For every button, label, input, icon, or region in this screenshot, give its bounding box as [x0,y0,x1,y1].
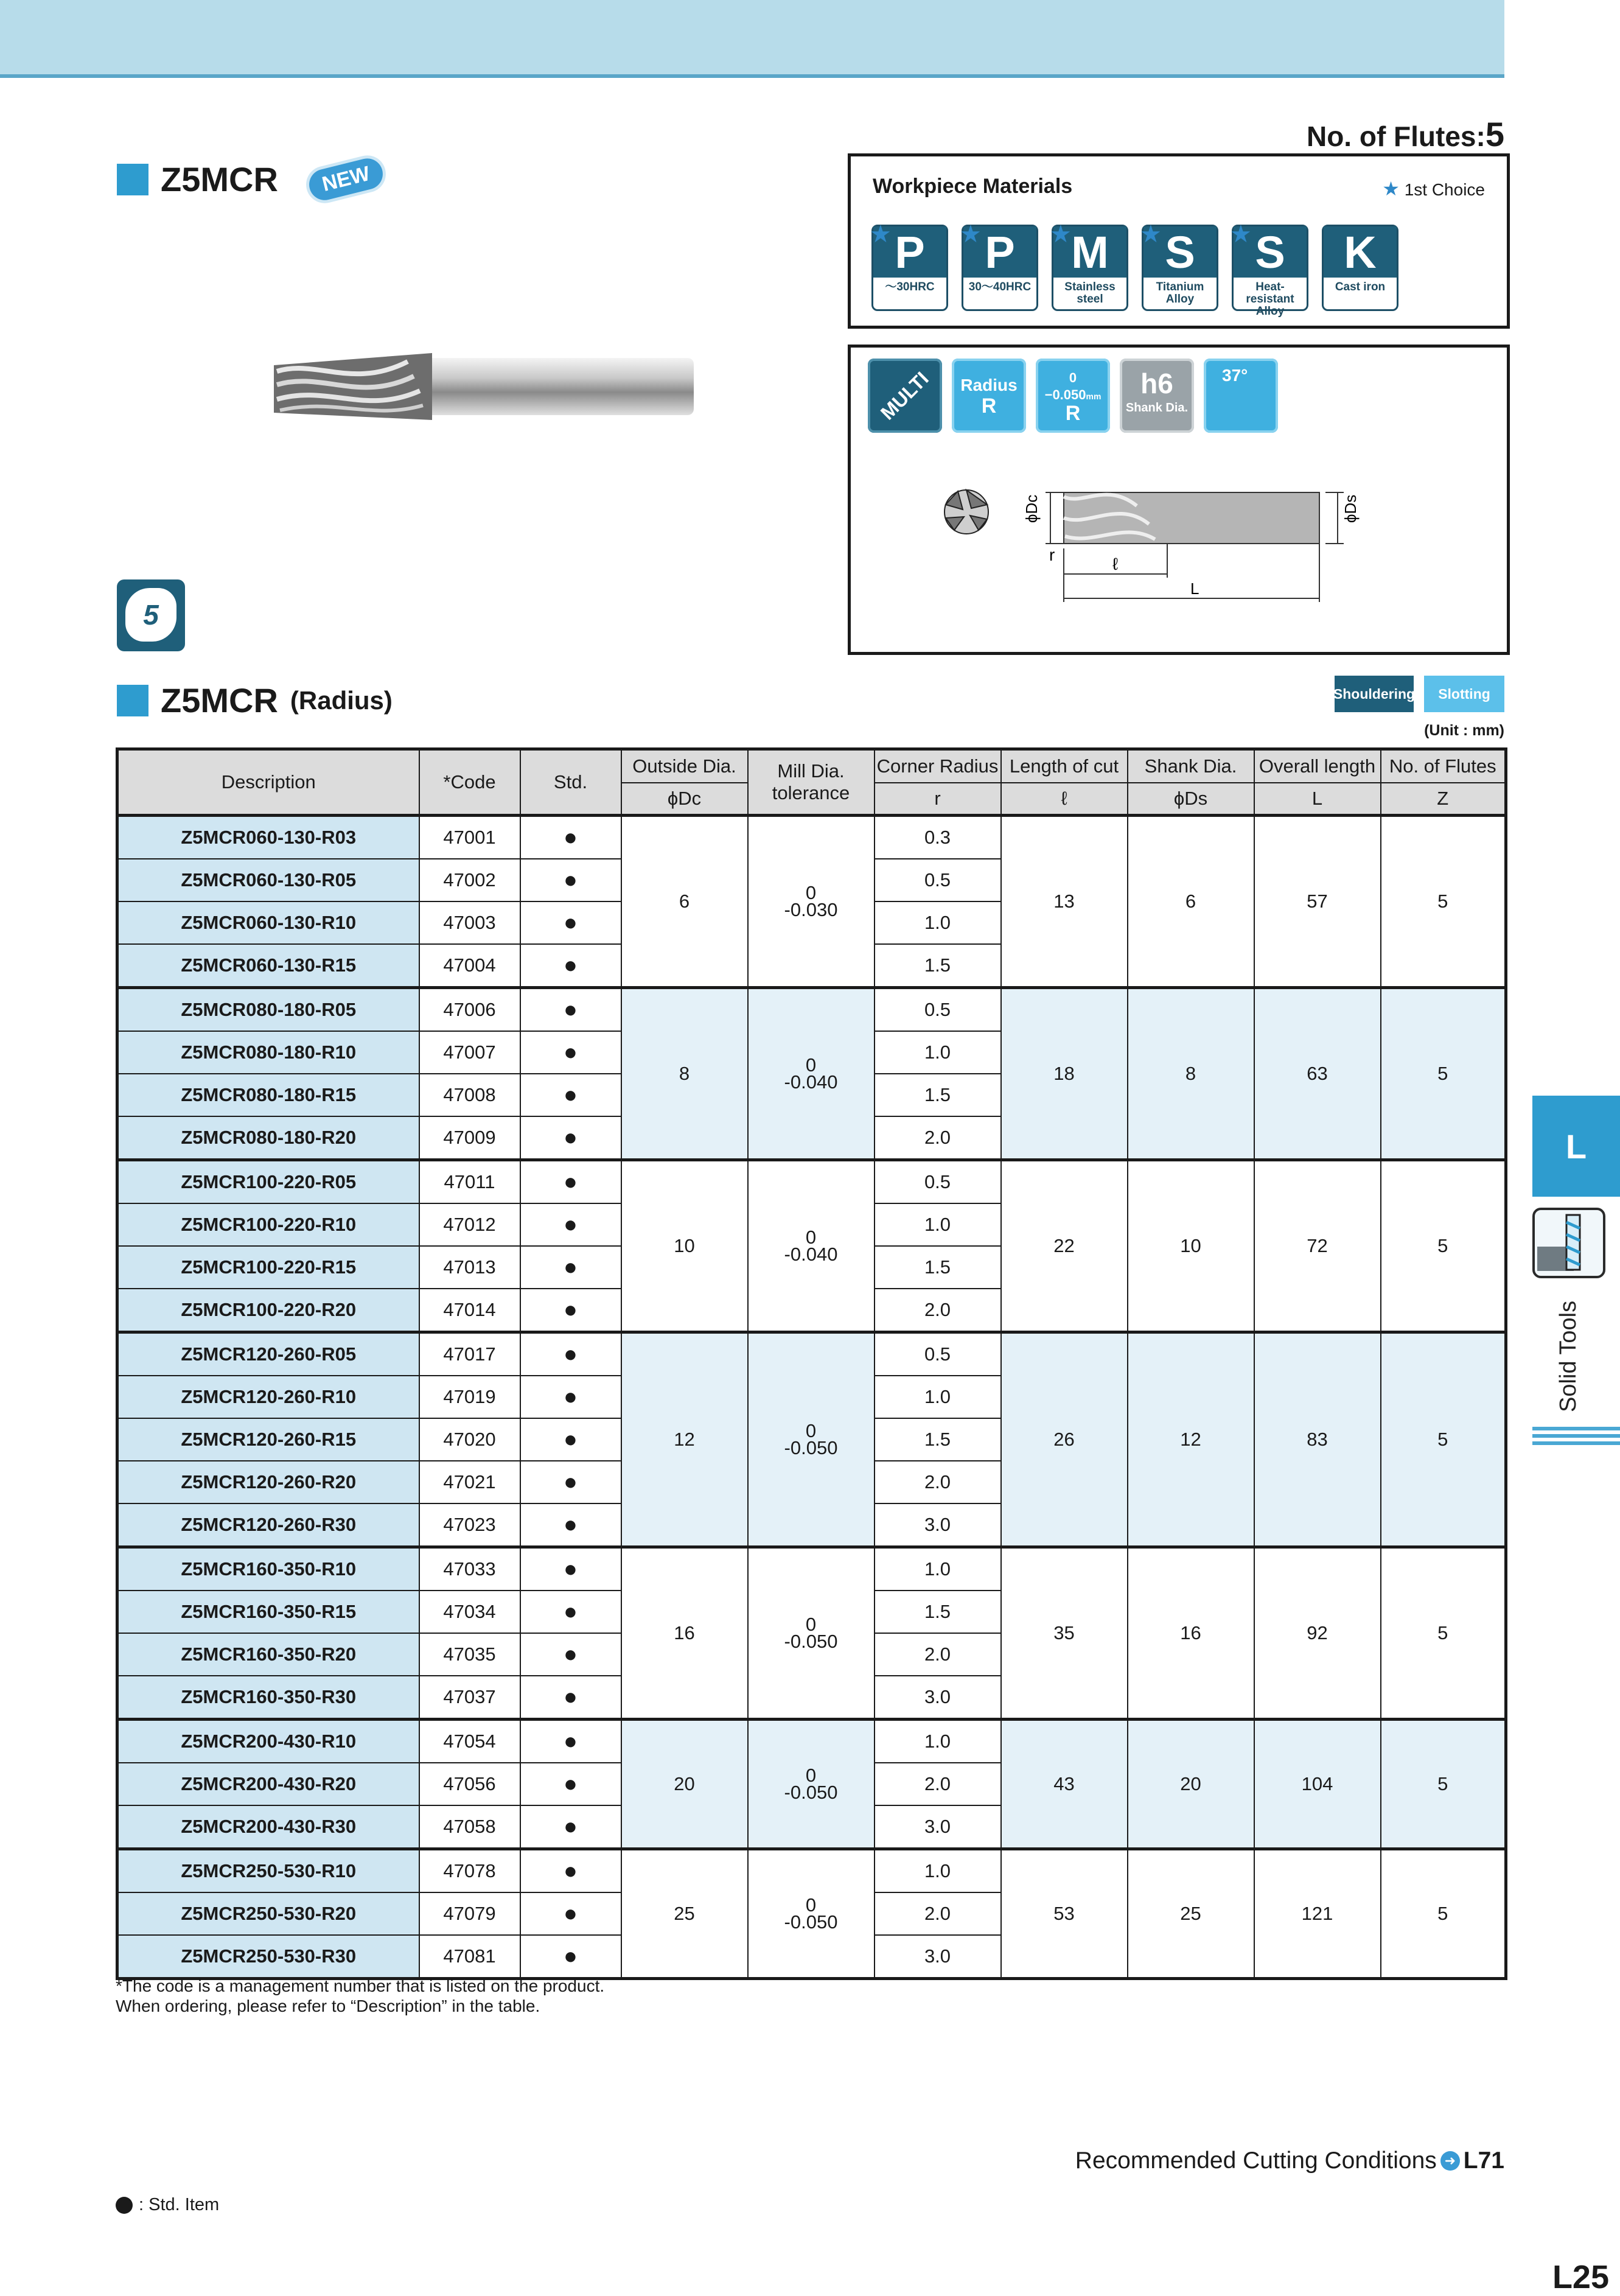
header-code: *Code [419,749,520,816]
l-label: ℓ [1112,555,1119,573]
end-mill-icon [1532,1208,1605,1278]
table-row: Z5MCR160-350-R30 47037 ● 3.0 [117,1676,1506,1720]
material-s-heat: ★ S Heat-resistant Alloy [1232,225,1308,311]
header-dc-symbol: ϕDc [621,783,748,816]
header-l-symbol: ℓ [1001,783,1128,816]
product-title [117,159,383,199]
header-L-symbol: L [1254,783,1381,816]
new-badge: NEW [306,155,386,203]
section-title: Z5MCR (Radius) [117,681,393,720]
header-shank-dia: Shank Dia. [1128,749,1254,783]
dot-icon [116,2197,133,2214]
table-row: Z5MCR200-430-R20 47056 ● 2.0 [117,1763,1506,1805]
table-row: Z5MCR100-220-R05 47011 ● 10 0 -0.040 0.5 22 10 72 5 [117,1160,1506,1204]
table-row: Z5MCR080-180-R20 47009 ● 2.0 [117,1116,1506,1160]
radius-icon: Radius R [952,359,1026,433]
tool-image [268,347,706,426]
header-corner-radius: Corner Radius [875,749,1001,783]
table-row: Z5MCR200-430-R10 47054 ● 20 0 -0.050 1.0 43 20 104 5 [117,1720,1506,1763]
dimension-diagram [924,469,1423,640]
length-label: L [1190,579,1199,598]
r-label: r [1049,545,1055,564]
tolerance-icon: 0 −0.050mm R [1036,359,1110,433]
page-number: L25 [1552,2259,1609,2295]
table-row: Z5MCR080-180-R10 47007 ● 1.0 [117,1031,1506,1074]
unit-label: (Unit : mm) [1424,722,1504,739]
flutes-count: No. of Flutes:5 [1306,115,1504,153]
table-row: Z5MCR250-530-R20 47079 ● 2.0 [117,1892,1506,1935]
header-mill-tolerance: Mill Dia. tolerance [748,749,875,816]
shouldering-tag: Shouldering [1335,676,1414,712]
features-panel [848,345,1510,655]
header-flutes: No. of Flutes [1381,749,1506,783]
side-decor-lines [1532,1427,1620,1449]
star-icon: ★ [1050,221,1072,248]
slotting-tag: Slotting [1424,676,1504,712]
std-legend: : Std. Item [116,2195,219,2215]
star-icon: ★ [1382,178,1400,200]
table-row: Z5MCR200-430-R30 47058 ● 3.0 [117,1805,1506,1849]
header-z-symbol: Z [1381,783,1506,816]
material-m: ★ M Stainless steel [1052,225,1128,311]
table-row: Z5MCR250-530-R30 47081 ● 3.0 [117,1935,1506,1979]
header-overall-length: Overall length [1254,749,1381,783]
star-icon: ★ [1230,221,1252,248]
size-group [117,816,1506,988]
multi-icon: MULTI [868,359,942,433]
star-icon: ★ [960,221,982,248]
material-k: K Cast iron [1322,225,1398,311]
h6-shank-icon: h6 Shank Dia. [1120,359,1194,433]
side-tab-letter: L [1532,1096,1620,1197]
spec-table [116,747,1507,1980]
star-icon: ★ [1140,221,1162,248]
product-name: Z5MCR [161,160,278,198]
table-row: Z5MCR120-260-R05 47017 ● 12 0 -0.050 0.5 26 12 83 5 [117,1332,1506,1376]
first-choice-legend: ★ 1st Choice [1382,178,1485,200]
table-row: Z5MCR120-260-R10 47019 ● 1.0 [117,1376,1506,1418]
size-group [117,1547,1506,1720]
arrow-right-icon: ➜ [1440,2151,1460,2171]
table-row: Z5MCR120-260-R15 47020 ● 1.5 [117,1418,1506,1461]
material-s-titanium: ★ S Titanium Alloy [1142,225,1218,311]
size-group [117,988,1506,1160]
table-row: Z5MCR160-350-R10 47033 ● 16 0 -0.050 1.0 35 16 92 5 [117,1547,1506,1591]
table-row: Z5MCR120-260-R30 47023 ● 3.0 [117,1503,1506,1547]
helix-angle-icon: 37° [1204,359,1278,433]
table-row: Z5MCR080-180-R15 47008 ● 1.5 [117,1074,1506,1116]
table-row: Z5MCR060-130-R03 47001 ● 6 0 -0.030 0.3 13 6 57 5 [117,816,1506,859]
workpiece-panel [848,153,1510,329]
table-row: Z5MCR160-350-R20 47035 ● 2.0 [117,1633,1506,1676]
table-row: Z5MCR100-220-R20 47014 ● 2.0 [117,1289,1506,1332]
title-square-icon [117,164,148,195]
star-icon: ★ [870,221,892,248]
table-row: Z5MCR060-130-R15 47004 ● 1.5 [117,944,1506,988]
size-group [117,1332,1506,1547]
header-r-symbol: r [875,783,1001,816]
header-length-cut: Length of cut [1001,749,1128,783]
header-outside-dia: Outside Dia. [621,749,748,783]
header-description: Description [117,749,419,816]
size-group [117,1849,1506,1979]
table-row: Z5MCR060-130-R05 47002 ● 0.5 [117,859,1506,901]
workpiece-heading: Workpiece Materials [873,175,1073,198]
flute-count-badge: 5 [117,579,185,651]
ds-label: ϕDs [1341,494,1360,523]
size-group [117,1720,1506,1849]
title-square-icon [117,685,148,716]
footnote: *The code is a management number that is listed on the product. When ordering, please refer to “Description” in the table. [116,1976,605,2015]
feature-icons [868,359,1278,433]
size-group [117,1160,1506,1332]
header-ds-symbol: ϕDs [1128,783,1254,816]
header-std: Std. [520,749,621,816]
materials-list [870,221,1398,318]
table-row: Z5MCR100-220-R10 47012 ● 1.0 [117,1203,1506,1246]
table-row: Z5MCR080-180-R05 47006 ● 8 0 -0.040 0.5 18 8 63 5 [117,988,1506,1032]
dc-label: ϕDc [1022,494,1041,523]
side-tab-label: Solid Tools [1555,1300,1581,1412]
table-row: Z5MCR100-220-R15 47013 ● 1.5 [117,1246,1506,1289]
table-row: Z5MCR250-530-R10 47078 ● 25 0 -0.050 1.0 53 25 121 5 [117,1849,1506,1893]
table-row: Z5MCR120-260-R20 47021 ● 2.0 [117,1461,1506,1503]
recommended-link[interactable]: Recommended Cutting Conditions ➜ L71 [1075,2147,1504,2174]
table-row: Z5MCR060-130-R10 47003 ● 1.0 [117,901,1506,944]
top-banner [0,0,1504,78]
table-row: Z5MCR160-350-R15 47034 ● 1.5 [117,1591,1506,1633]
material-p-low: ★ P ～30HRC [871,225,948,311]
material-p-high: ★ P 30～40HRC [962,225,1038,311]
